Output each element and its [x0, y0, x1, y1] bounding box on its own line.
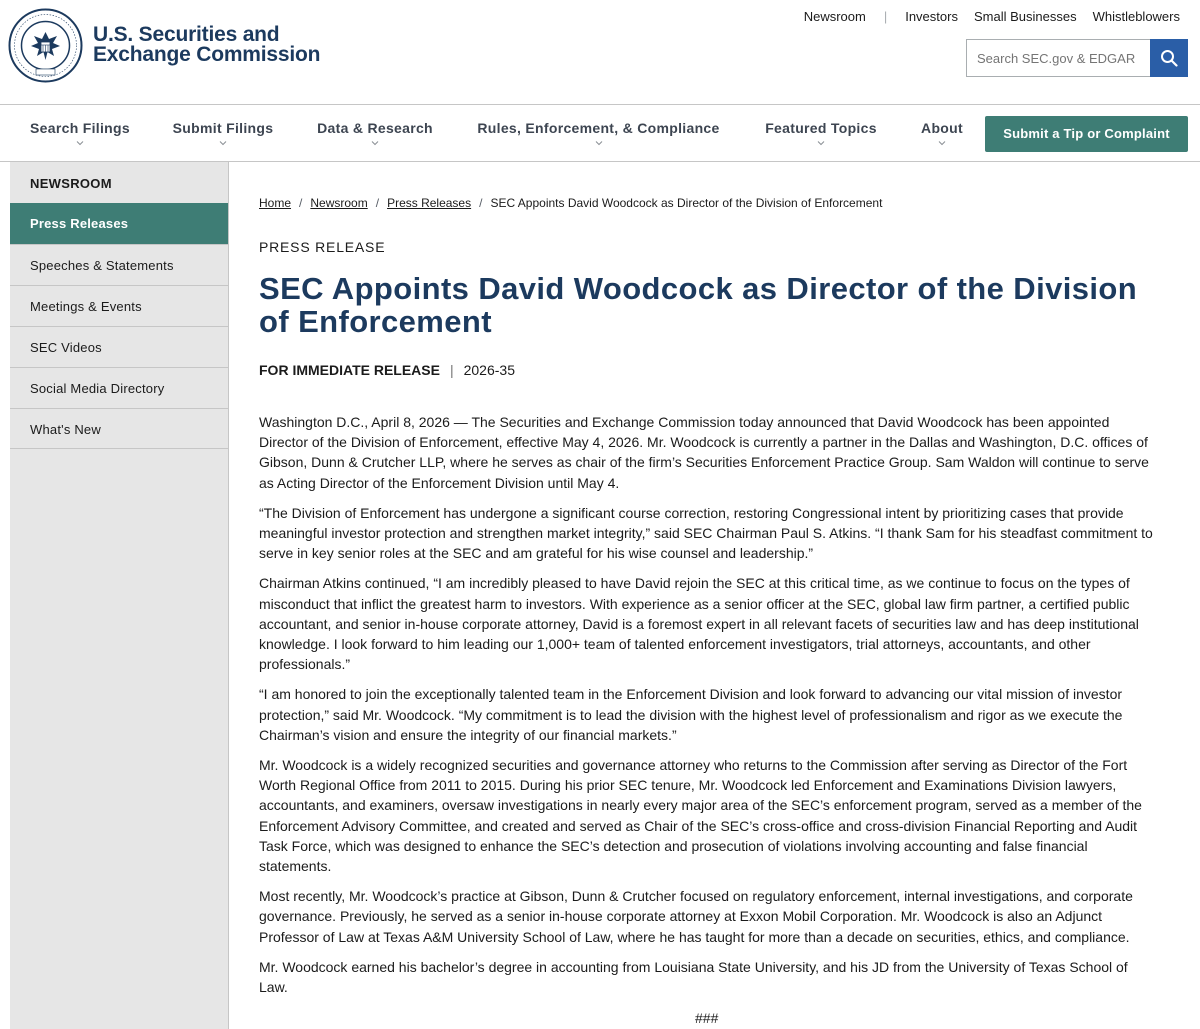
- article-paragraph: Washington D.C., April 8, 2026 — The Securities and Exchange Commission today announced that David Woodcock has been appointed Director of the Division of Enforcement, effective May 4, 2026. Mr. Woodcock is currently a partner in the Dallas and Washington, D.C. offices of Gibson, Dunn & Crutcher LLP, where he serves as chair of the firm’s Securities Enforcement Practice Group. Sam Waldon will continue to serve as Acting Director of the Enforcement Division until May 4.: [259, 414, 1149, 491]
- sidebar-title: NEWSROOM: [30, 176, 112, 191]
- utility-link-newsroom[interactable]: Newsroom: [803, 9, 866, 24]
- breadcrumb-separator: /: [375, 196, 380, 210]
- site-header: [0, 0, 1200, 105]
- article-paragraph: Mr. Woodcock is a widely recognized securities and governance attorney who returns to the Commission after serving as Director of the Fort Worth Regional Office from 2011 to 2015. During his prior SEC tenure, Mr. Woodcock led Enforcement and Examinations Division lawyers, accountants, and examiners, oversaw investigations in nearly every major area of the SEC’s enforcement program, served as a member of the Enforcement Advisory Committee, and created and served as Chair of the SEC’s cross-office and cross-division Financial Reporting and Audit Task Force, which was designed to enhance the SEC’s detection and prosecution of violations involving accounting and false financial statements.: [259, 757, 1142, 875]
- breadcrumb-press-releases[interactable]: Press Releases: [387, 196, 472, 210]
- agency-name-line1: U.S. Securities and: [93, 23, 280, 46]
- search-input[interactable]: [966, 39, 1150, 77]
- search-button[interactable]: [1150, 39, 1188, 77]
- end-mark: ###: [695, 1010, 719, 1026]
- utility-link-investors[interactable]: Investors: [905, 9, 958, 24]
- submit-tip-button[interactable]: Submit a Tip or Complaint: [985, 116, 1188, 152]
- breadcrumb-home[interactable]: Home: [259, 196, 292, 210]
- breadcrumb-separator: /: [299, 196, 303, 210]
- nav-label: Featured Topics: [765, 120, 877, 136]
- nav-data-research[interactable]: [316, 120, 434, 147]
- nav-label: Search Filings: [30, 120, 130, 136]
- chevron-down-icon: [938, 139, 946, 147]
- breadcrumb-newsroom[interactable]: Newsroom: [310, 196, 368, 210]
- nav-label: Submit Filings: [172, 120, 274, 136]
- sidebar-item-meetings-events[interactable]: Meetings & Events: [10, 285, 228, 326]
- nav-label: Rules, Enforcement, & Compliance: [477, 120, 720, 136]
- article-body: [259, 412, 1159, 1007]
- release-number: 2026-35: [463, 362, 515, 378]
- nav-featured-topics[interactable]: [763, 120, 879, 147]
- breadcrumb-separator: /: [479, 196, 483, 210]
- release-info: [259, 362, 515, 378]
- sidebar-item-social-media-directory[interactable]: Social Media Directory: [10, 367, 228, 408]
- article-paragraph: “The Division of Enforcement has undergone a significant course correction, restoring Congressional intent by prioritizing cases that provide meaningful investor protection and strengthen market integrity,” said SEC Chairman Paul S. Atkins. “I thank Sam for his steadfast commitment to serve in key senior roles at the SEC and am grateful for his wise counsel and leadership.”: [259, 504, 1153, 562]
- nav-rules-enforcement[interactable]: [475, 120, 722, 147]
- chevron-down-icon: [595, 139, 603, 147]
- content-type-label: PRESS RELEASE: [259, 239, 386, 255]
- release-divider: |: [449, 362, 454, 378]
- search-icon: [1160, 49, 1178, 67]
- sidebar-item-speeches-statements[interactable]: Speeches & Statements: [10, 244, 228, 285]
- sec-seal-icon[interactable]: [8, 8, 83, 83]
- nav-submit-filings[interactable]: [171, 120, 275, 147]
- sidebar-item-press-releases[interactable]: Press Releases: [10, 203, 228, 244]
- sidebar: [10, 162, 229, 1029]
- article-paragraph: Chairman Atkins continued, “I am incredibly pleased to have David rejoin the SEC at this critical time, as we continue to focus on the types of misconduct that inflict the greatest harm to investors. With experience as a senior officer at the SEC, global law firm partner, a certified public accountant, and senior in-house corporate attorney, David is a foremost expert in all relevant facets of securities law and has deep institutional knowledge. I look forward to him leading our 1,000+ team of talented enforcement investigators, trial attorneys, accountants, and other professionals.”: [259, 575, 1139, 673]
- sidebar-item-sec-videos[interactable]: SEC Videos: [10, 326, 228, 367]
- chevron-down-icon: [219, 139, 227, 147]
- agency-name[interactable]: [93, 25, 320, 65]
- nav-label: Data & Research: [317, 120, 433, 136]
- release-label: FOR IMMEDIATE RELEASE: [259, 362, 440, 378]
- article-paragraph: “I am honored to join the exceptionally talented team in the Enforcement Division and look forward to advancing our vital mission of investor protection,” said Mr. Woodcock. “My commitment is to lead the division with the highest level of professionalism and rigor as we execute the Chairman’s vision and ensure the integrity of our financial markets.”: [259, 686, 1123, 743]
- breadcrumb: [259, 196, 882, 210]
- utility-link-whistleblowers[interactable]: Whistleblowers: [1092, 9, 1180, 24]
- nav-label: About: [921, 120, 963, 136]
- chevron-down-icon: [76, 139, 84, 147]
- chevron-down-icon: [371, 139, 379, 147]
- sidebar-item-whats-new[interactable]: What's New: [10, 408, 228, 449]
- breadcrumb-current: SEC Appoints David Woodcock as Director of the Division of Enforcement: [490, 196, 883, 210]
- utility-divider: |: [883, 9, 888, 24]
- article-paragraph: Mr. Woodcock earned his bachelor’s degree in accounting from Louisiana State University, and his JD from the University of Texas School of Law.: [259, 958, 1128, 996]
- utility-link-small-businesses[interactable]: Small Businesses: [973, 9, 1077, 24]
- agency-name-line2: Exchange Commission: [93, 43, 321, 66]
- chevron-down-icon: [817, 139, 825, 147]
- utility-links: [796, 9, 1180, 24]
- nav-about[interactable]: [919, 120, 965, 147]
- page-title: SEC Appoints David Woodcock as Director of the Division of Enforcement: [259, 271, 1138, 339]
- article-paragraph: Most recently, Mr. Woodcock’s practice at Gibson, Dunn & Crutcher focused on regulatory enforcement, internal investigations, and corporate governance. Previously, he served as a senior in-house corporate attorney at Exxon Mobil Corporation. Mr. Woodcock is also an Adjunct Professor of Law at Texas A&M University School of Law, where he has taught for more than a decade on securities, ethics, and compliance.: [259, 888, 1133, 945]
- nav-search-filings[interactable]: [30, 120, 130, 147]
